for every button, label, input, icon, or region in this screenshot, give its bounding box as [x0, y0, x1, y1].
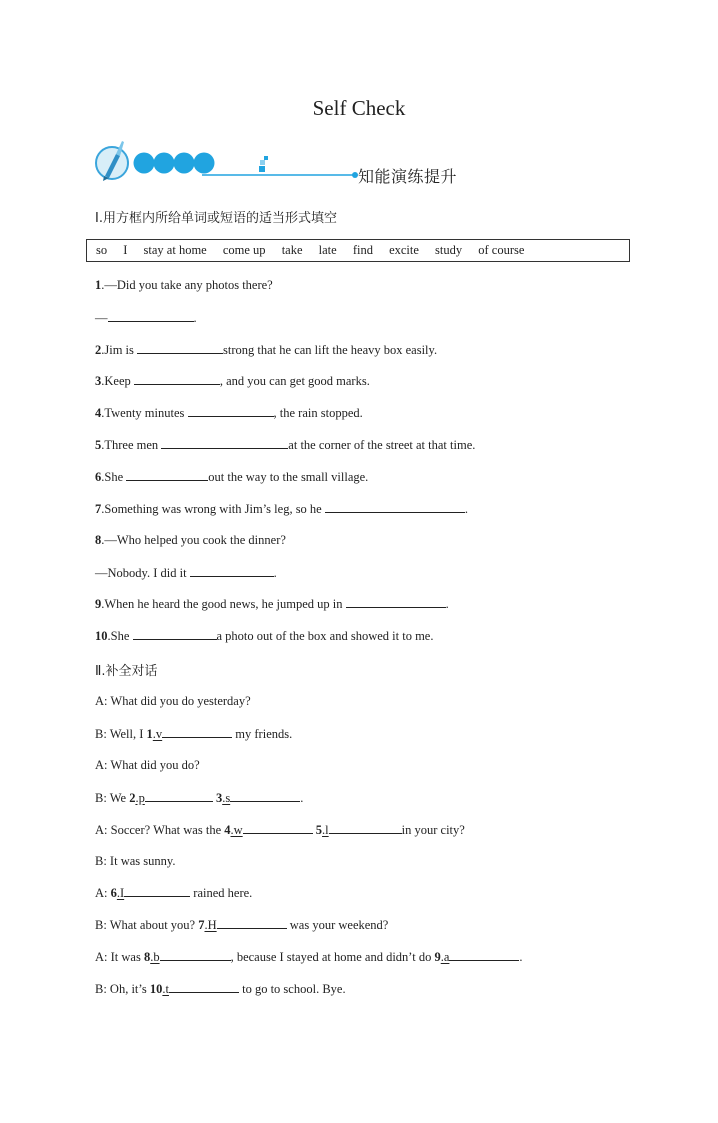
blank-number: 4 — [224, 823, 231, 837]
answer-blank[interactable] — [329, 822, 402, 834]
question-text: , and you can get good marks. — [219, 374, 370, 388]
dialogue-text: was your weekend? — [286, 918, 389, 932]
dialogue-text: B: It was sunny. — [95, 854, 176, 868]
question-4 — [95, 405, 363, 421]
answer-blank[interactable] — [325, 501, 465, 513]
question-text: . — [193, 311, 197, 325]
answer-blank[interactable] — [108, 310, 194, 322]
answer-blank[interactable] — [169, 981, 239, 993]
dialogue-text: to go to school. Bye. — [238, 982, 346, 996]
dialogue-line-6 — [95, 854, 175, 869]
question-8-answer — [95, 565, 277, 581]
question-text: .She — [101, 470, 127, 484]
dialogue-text: A: — [95, 886, 111, 900]
question-number: 1 — [95, 278, 102, 292]
answer-blank[interactable] — [230, 790, 300, 802]
question-text: . — [445, 597, 449, 611]
question-number: 8 — [95, 533, 102, 547]
section-1-heading: Ⅰ.用方框内所给单词或短语的适当形式填空 — [95, 211, 337, 226]
answer-blank[interactable] — [190, 565, 274, 577]
word-bank-item: find — [352, 243, 373, 257]
blank-hint: .a — [440, 950, 450, 964]
word-bank-item: of course — [478, 243, 525, 257]
section-banner — [92, 136, 492, 186]
blank-hint: .l — [322, 823, 329, 837]
blank-number: 5 — [315, 823, 323, 837]
question-text: .Three men — [101, 438, 162, 452]
question-text: .She — [107, 629, 133, 643]
word-bank-item: so — [96, 243, 108, 257]
blank-hint: .b — [150, 950, 160, 964]
dialogue-line-5 — [95, 822, 465, 838]
question-number: 3 — [95, 374, 102, 388]
word-bank-item: study — [435, 243, 463, 257]
blank-hint: .p — [135, 791, 145, 805]
blank-hint: .v — [152, 727, 163, 741]
question-9 — [95, 596, 449, 612]
answer-blank[interactable] — [126, 469, 208, 481]
dialogue-line-8 — [95, 917, 388, 933]
dialogue-text: A: It was — [95, 950, 144, 964]
question-number: 2 — [95, 343, 102, 357]
word-bank-box — [86, 239, 630, 262]
blank-number: 6 — [110, 886, 117, 900]
question-number: 9 — [95, 597, 102, 611]
dialogue-text: rained here. — [190, 886, 253, 900]
answer-blank[interactable] — [134, 373, 220, 385]
answer-blank[interactable] — [449, 949, 519, 961]
question-text: .When he heard the good news, he jumped up in — [101, 597, 346, 611]
answer-blank[interactable] — [160, 949, 231, 961]
blank-number: 10 — [149, 982, 163, 996]
question-1 — [95, 278, 273, 293]
word-bank-item: excite — [389, 243, 419, 257]
question-5 — [95, 437, 475, 453]
dialogue-text: my friends. — [232, 727, 293, 741]
dialogue-line-3 — [95, 758, 200, 773]
dialogue-text: A: What did you do yesterday? — [95, 694, 251, 708]
answer-blank[interactable] — [162, 726, 232, 738]
dialogue-text: B: What about you? — [95, 918, 199, 932]
blank-number: 8 — [143, 950, 151, 964]
question-number: 10 — [95, 629, 108, 643]
page-title: Self Check — [312, 96, 406, 120]
word-bank-item: late — [318, 243, 337, 257]
blank-hint: .w — [230, 823, 243, 837]
word-bank-item: stay at home — [143, 243, 207, 257]
question-text: .Keep — [101, 374, 134, 388]
word-bank-item: I — [123, 243, 128, 257]
question-3 — [95, 373, 370, 389]
question-text: . — [273, 566, 277, 580]
blank-hint: .s — [222, 791, 231, 805]
question-text: .—Who helped you cook the dinner? — [101, 533, 286, 547]
answer-blank[interactable] — [145, 790, 213, 802]
dialogue-line-9 — [95, 949, 523, 965]
word-bank-item: take — [281, 243, 303, 257]
blank-number: 3 — [215, 791, 223, 805]
question-10 — [95, 628, 433, 644]
blank-hint: .I — [116, 886, 125, 900]
question-text: , the rain stopped. — [273, 406, 363, 420]
blank-hint: .t — [162, 982, 169, 996]
question-text: .Twenty minutes — [101, 406, 188, 420]
question-text: out the way to the small village. — [208, 470, 369, 484]
question-number: 4 — [95, 406, 102, 420]
blank-number: 7 — [198, 918, 205, 932]
dialogue-text: . — [300, 791, 304, 805]
dialogue-text: in your city? — [401, 823, 465, 837]
dialogue-text: B: Oh, it’s — [95, 982, 150, 996]
answer-blank[interactable] — [243, 822, 313, 834]
blank-hint: .H — [204, 918, 217, 932]
blank-number: 2 — [129, 791, 136, 805]
answer-blank[interactable] — [124, 885, 190, 897]
question-number: 6 — [95, 470, 102, 484]
question-number: 7 — [95, 502, 102, 516]
word-bank-item: come up — [222, 243, 266, 257]
banner-label: 知能演练提升 — [358, 167, 458, 186]
dialogue-text: A: What did you do? — [95, 758, 200, 772]
blank-number: 9 — [434, 950, 441, 964]
question-2 — [95, 342, 437, 358]
question-text: —Nobody. I did it — [95, 566, 190, 580]
answer-blank[interactable] — [133, 628, 217, 640]
dialogue-line-7 — [95, 885, 252, 901]
question-6 — [95, 469, 368, 485]
answer-blank[interactable] — [137, 342, 223, 354]
dialogue-text: B: Well, I — [95, 727, 147, 741]
dialogue-line-1 — [95, 694, 251, 709]
section-2-heading: Ⅱ.补全对话 — [95, 664, 158, 679]
question-text: .Jim is — [101, 343, 138, 357]
dialogue-line-10 — [95, 981, 346, 997]
dialogue-text: . — [519, 950, 523, 964]
question-7 — [95, 501, 468, 517]
answer-blank[interactable] — [346, 596, 446, 608]
question-text: strong that he can lift the heavy box easily. — [223, 343, 438, 357]
dialogue-text: B: We — [95, 791, 130, 805]
blank-number: 1 — [146, 727, 153, 741]
question-number: 5 — [95, 438, 102, 452]
answer-blank[interactable] — [217, 917, 287, 929]
dialogue-text: A: Soccer? What was the — [95, 823, 225, 837]
question-8 — [95, 533, 286, 548]
dialogue-line-2 — [95, 726, 292, 742]
question-1-answer — [95, 310, 197, 326]
question-text: at the corner of the street at that time. — [288, 438, 476, 452]
dialogue-text: , because I stayed at home and didn’t do — [230, 950, 435, 964]
question-text: .Something was wrong with Jim’s leg, so he — [101, 502, 325, 516]
question-text: .—Did you take any photos there? — [101, 278, 273, 292]
question-text: — — [95, 311, 108, 325]
answer-blank[interactable] — [161, 437, 288, 449]
dialogue-line-4 — [95, 790, 303, 806]
question-text: . — [464, 502, 468, 516]
answer-blank[interactable] — [188, 405, 274, 417]
question-text: a photo out of the box and showed it to me. — [216, 629, 434, 643]
